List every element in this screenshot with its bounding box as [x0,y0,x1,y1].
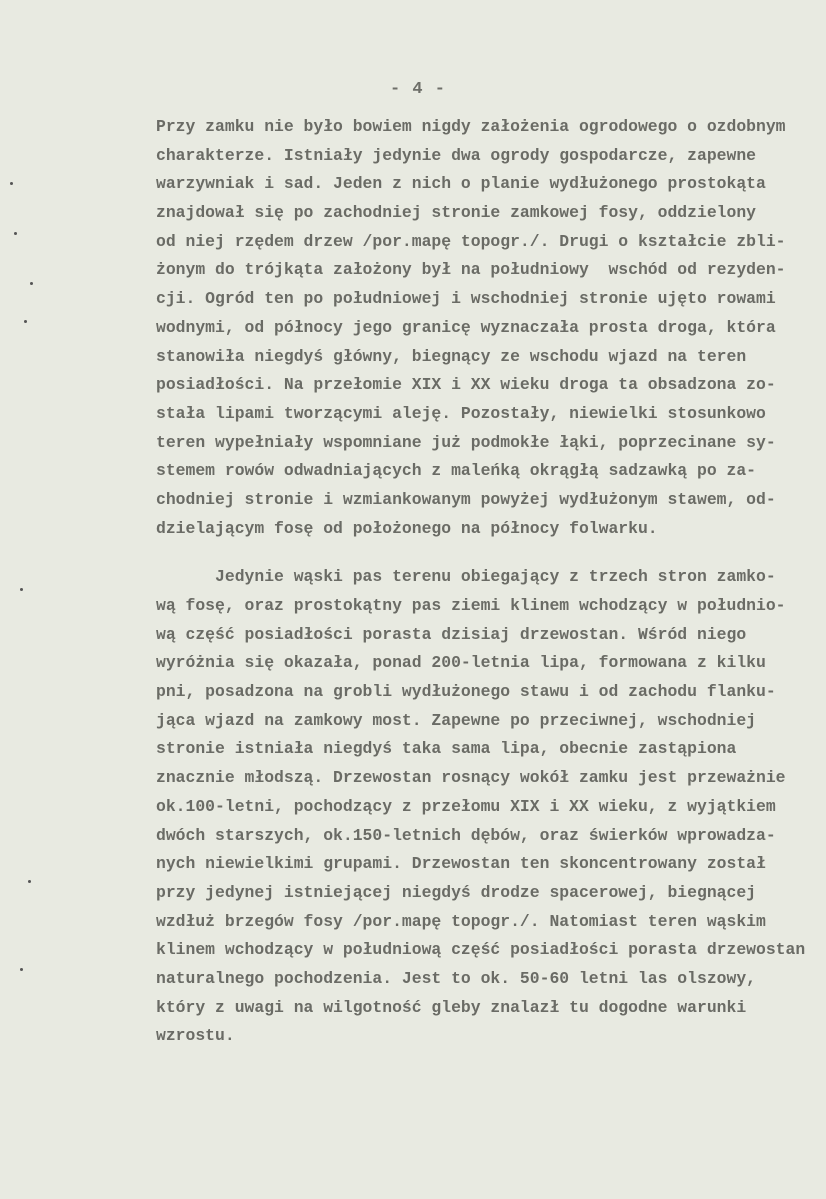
text-line: teren wypełniały wspomniane już podmokłe łąki, poprzecinane sy- [156,432,776,452]
text-line: ok.100-letni, pochodzący z przełomu XIX i XX wieku, z wyjątkiem [156,796,776,816]
text-line: dzielającym fosę od położonego na północy folwarku. [156,518,658,538]
text-line: wą fosę, oraz prostokątny pas ziemi klinem wchodzący w południo- [156,596,786,615]
scan-speck [30,282,33,285]
text-line: cji. Ogród ten po południowej i wschodniej stronie ujęto rowami [156,289,776,309]
text-line: chodniej stronie i wzmiankowanym powyżej wydłużonym stawem, od- [156,489,776,509]
scan-speck [28,880,31,883]
scan-speck [20,588,23,591]
text-line: od niej rzędem drzew /por.mapę topogr./. Drugi o kształcie zbli- [156,231,786,251]
text-line: znajdował się po zachodniej stronie zamkowej fosy, oddzielony [156,203,756,223]
text-line: charakterze. Istniały jedynie dwa ogrody gospodarcze, zapewne [156,145,756,165]
paragraph [156,113,805,543]
text-line: który z uwagi na wilgotność gleby znalazł tu dogodne warunki [156,997,747,1017]
text-line: Jedynie wąski pas terenu obiegający z trzech stron zamko- [156,567,776,587]
text-line: wą część posiadłości porasta dzisiaj drzewostan. Wśród niego [156,624,747,644]
text-line: stała lipami tworzącymi aleję. Pozostały, niewielki stosunkowo [156,403,766,423]
text-line: stanowiła niegdyś główny, biegnący ze wschodu wjazd na teren [156,346,747,366]
text-line: żonym do trójkąta założony był na południowy wschód od rezyden- [156,260,786,280]
text-line: warzywniak i sad. Jeden z nich o planie wydłużonego prostokąta [156,174,766,194]
text-line: Przy zamku nie było bowiem nigdy założenia ogrodowego o ozdobnym [156,117,786,136]
page-number: - 4 - [390,80,447,99]
text-line: znacznie młodszą. Drzewostan rosnący wokół zamku jest przeważnie [156,768,786,788]
scan-speck [20,968,23,971]
paragraph [156,563,805,1051]
text-line: wyróżnia się okazała, ponad 200-letnia lipa, formowana z kilku [156,653,766,673]
text-line: nych niewielkimi grupami. Drzewostan ten skoncentrowany został [156,854,766,874]
text-line: klinem wchodzący w południową część posiadłości porasta drzewostan [156,940,806,960]
text-line: naturalnego pochodzenia. Jest to ok. 50-60 letni las olszowy, [156,968,756,988]
text-line: wzrostu. [156,1026,235,1046]
text-line: stronie istniała niegdyś taka sama lipa, obecnie zastąpiona [156,739,737,759]
text-line: wodnymi, od północy jego granicę wyznaczała prosta droga, która [156,317,776,337]
text-line: posiadłości. Na przełomie XIX i XX wieku droga ta obsadzona zo- [156,375,776,395]
scan-speck [10,182,13,185]
text-line: jąca wjazd na zamkowy most. Zapewne po przeciwnej, wschodniej [156,710,756,730]
text-line: przy jedynej istniejącej niegdyś drodze spacerowej, biegnącej [156,882,756,902]
text-line: wzdłuż brzegów fosy /por.mapę topogr./. Natomiast teren wąskim [156,911,766,931]
text-line: pni, posadzona na grobli wydłużonego stawu i od zachodu flanku- [156,682,776,702]
scan-speck [24,320,27,323]
text-line: stemem rowów odwadniających z maleńką okrągłą sadzawką po za- [156,461,756,481]
body-text [156,113,805,1051]
scan-speck [14,232,17,235]
text-line: dwóch starszych, ok.150-letnich dębów, oraz świerków wprowadza- [156,825,776,845]
